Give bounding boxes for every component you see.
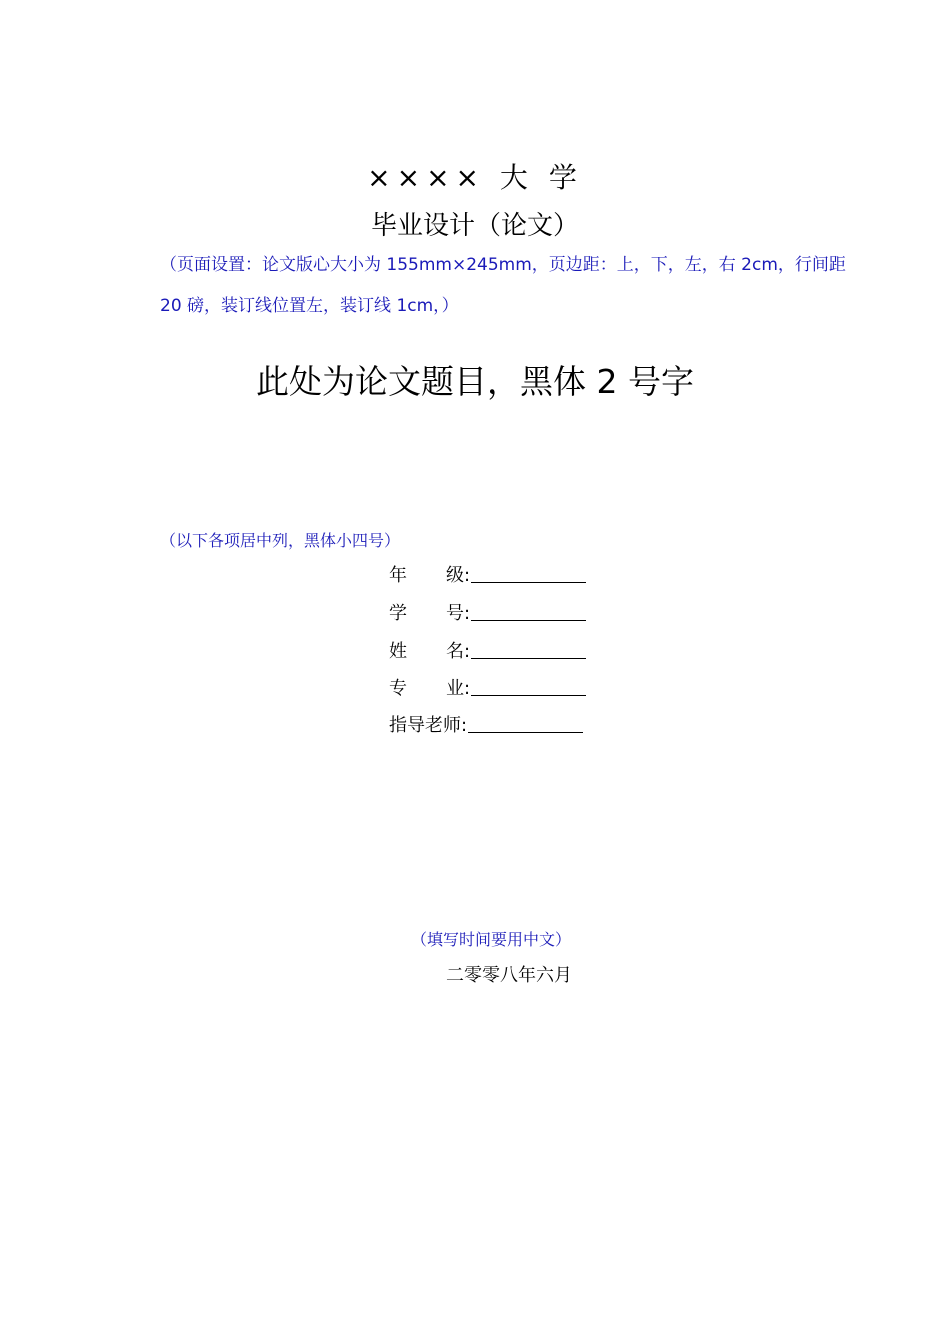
fill-in-line[interactable] [468, 732, 583, 733]
thesis-title: 此处为论文题目，黑体 2 号字 [256, 362, 694, 401]
field-advisor [389, 713, 583, 737]
page-setup-note-line1: （页面设置：论文版心大小为 155mm×245mm，页边距：上，下，左，右 2cm，行间距 [160, 255, 846, 275]
field-name [389, 639, 586, 663]
submission-date: 二零零八年六月 [446, 965, 572, 986]
field-label-second: 名: [446, 641, 471, 662]
field-label-first: 年 [389, 565, 407, 586]
list-format-note: （以下各项居中列，黑体小四号） [160, 531, 401, 550]
field-label-second: 级: [446, 565, 471, 586]
field-label-second: 号: [446, 603, 471, 624]
university-name: ×××× 大 学 [367, 161, 583, 194]
page-setup-note-line2: 20 磅，装订线位置左，装订线 1cm，） [160, 296, 459, 316]
fill-in-line[interactable] [471, 695, 586, 696]
field-major [389, 676, 586, 700]
field-label: 指导老师: [389, 715, 468, 736]
time-format-note: （填写时间要用中文） [410, 930, 571, 949]
fill-in-line[interactable] [471, 658, 586, 659]
field-student-id [389, 601, 586, 625]
field-label-second: 业: [446, 678, 471, 699]
fill-in-line[interactable] [471, 620, 586, 621]
document-subtitle: 毕业设计（论文） [370, 211, 579, 241]
field-label-first: 专 [389, 678, 407, 699]
field-label-first: 学 [389, 603, 407, 624]
fill-in-line[interactable] [471, 582, 586, 583]
field-grade [389, 563, 586, 587]
field-label-first: 姓 [389, 641, 407, 662]
